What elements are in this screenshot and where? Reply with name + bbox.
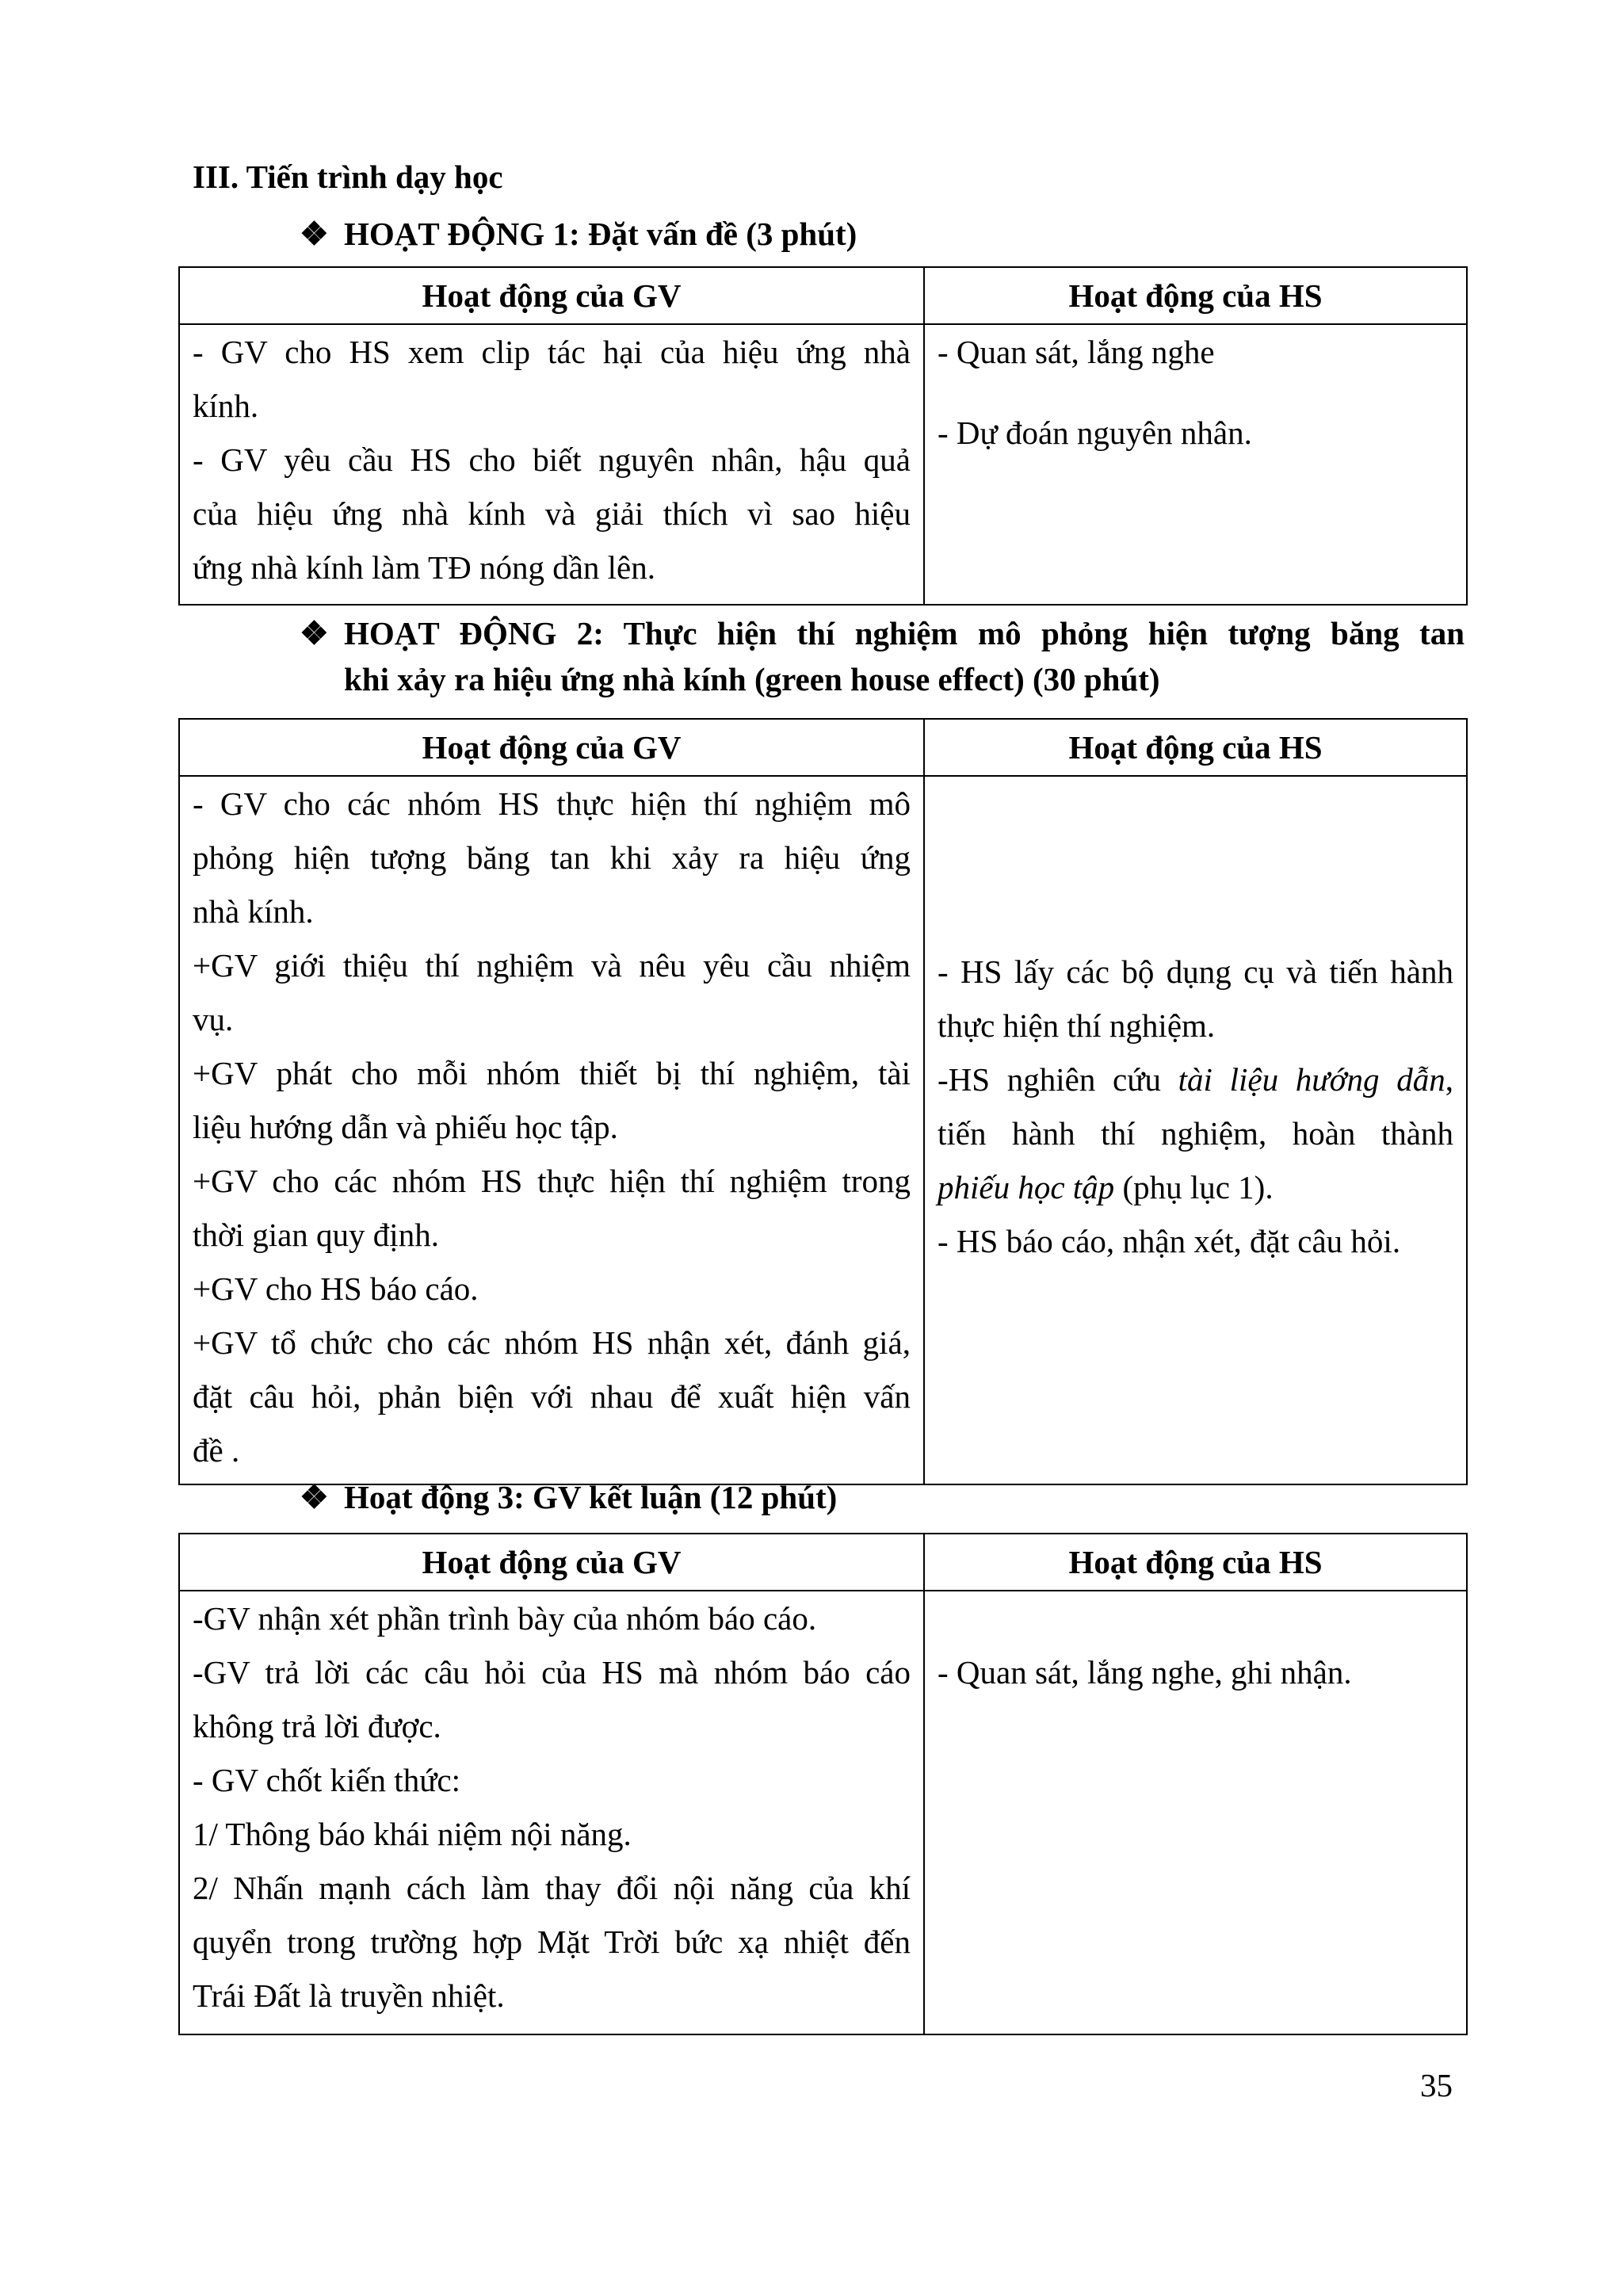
text-line: - GV cho HS xem clip tác hại của hiệu ứng nhà: [193, 334, 911, 370]
activity-2-heading-line-2: khi xảy ra hiệu ứng nhà kính (green house effect) (30 phút): [344, 661, 1160, 697]
text-line: đặt câu hỏi, phản biện với nhau để xuất hiện vấn: [193, 1378, 911, 1415]
text-line: +GV phát cho mỗi nhóm thiết bị thí nghiệm, tài: [193, 1055, 911, 1091]
text-line: 1/ Thông báo khái niệm nội năng.: [193, 1816, 632, 1852]
text-line: -GV nhận xét phần trình bày của nhóm báo cáo.: [193, 1600, 817, 1637]
text-line: - GV cho các nhóm HS thực hiện thí nghiệm mô: [193, 785, 911, 822]
diamond-bullet-icon: ❖: [300, 216, 329, 252]
text-line: thực hiện thí nghiệm.: [938, 1007, 1216, 1044]
column-header-gv: Hoạt động của GV: [179, 1534, 924, 1591]
activity-1-heading-text: HOẠT ĐỘNG 1: Đặt vấn đề (3 phút): [344, 216, 857, 252]
page-number: 35: [1420, 2067, 1453, 2103]
text-line: - GV chốt kiến thức:: [193, 1762, 461, 1798]
table-header-row: [179, 1534, 1467, 1591]
text-line: tiến hành thí nghiệm, hoàn thành: [938, 1115, 1453, 1152]
text-line: - Quan sát, lắng nghe: [938, 334, 1215, 370]
text-line: - Dự đoán nguyên nhân.: [938, 415, 1252, 451]
text-line: kính.: [193, 388, 259, 424]
activity-3-table: [178, 1533, 1468, 2035]
hs-activity-cell: [924, 324, 1467, 605]
table-header-row: [179, 267, 1467, 324]
column-header-gv: Hoạt động của GV: [179, 267, 924, 324]
text-line: vụ.: [193, 1001, 234, 1037]
activity-1-table: [178, 266, 1468, 606]
activity-2-heading: [300, 610, 1465, 702]
italic-term: phiếu học tập: [938, 1169, 1115, 1205]
text-line: - HS báo cáo, nhận xét, đặt câu hỏi.: [938, 1223, 1401, 1259]
text-line: -GV trả lời các câu hỏi của HS mà nhóm báo cáo: [193, 1654, 911, 1690]
diamond-bullet-icon: ❖: [300, 1479, 329, 1515]
text-line: Trái Đất là truyền nhiệt.: [193, 1977, 505, 2014]
table-row: [179, 1591, 1467, 2034]
activity-3-heading: [300, 1474, 1465, 1520]
text-line: +GV tổ chức cho các nhóm HS nhận xét, đánh giá,: [193, 1324, 911, 1361]
text-line: +GV cho HS báo cáo.: [193, 1270, 479, 1307]
text-line: ứng nhà kính làm TĐ nóng dần lên.: [193, 549, 655, 586]
gv-activity-cell: [179, 324, 924, 605]
text-line: +GV cho các nhóm HS thực hiện thí nghiệm trong: [193, 1163, 911, 1199]
italic-term: tài liệu hướng dẫn: [1178, 1061, 1445, 1098]
text-line: 2/ Nhấn mạnh cách làm thay đổi nội năng của khí: [193, 1870, 911, 1906]
activity-2-heading-line-1: HOẠT ĐỘNG 2: Thực hiện thí nghiệm mô phỏng hiện tượng băng tan: [344, 615, 1465, 651]
text-line: quyển trong trường hợp Mặt Trời bức xạ nhiệt đến: [193, 1924, 911, 1960]
text-line: - Quan sát, lắng nghe, ghi nhận.: [938, 1654, 1352, 1690]
text-line: - GV yêu cầu HS cho biết nguyên nhân, hậu quả: [193, 441, 911, 478]
column-header-hs: Hoạt động của HS: [924, 1534, 1467, 1591]
text-line: liệu hướng dẫn và phiếu học tập.: [193, 1109, 618, 1145]
text-line: thời gian quy định.: [193, 1217, 439, 1253]
text-line: phỏng hiện tượng băng tan khi xảy ra hiệu ứng: [193, 839, 911, 876]
section-title: III. Tiến trình dạy học: [193, 159, 503, 195]
text-line: - HS lấy các bộ dụng cụ và tiến hành: [938, 953, 1453, 990]
column-header-hs: Hoạt động của HS: [924, 719, 1467, 776]
activity-2-table: [178, 718, 1468, 1485]
text-line: +GV giới thiệu thí nghiệm và nêu yêu cầu nhiệm: [193, 947, 911, 984]
gv-activity-cell: [179, 1591, 924, 2034]
text-line: -HS nghiên cứu tài liệu hướng dẫn,: [938, 1061, 1453, 1098]
hs-activity-cell: [924, 1591, 1467, 2034]
activity-3-heading-text: Hoạt động 3: GV kết luận (12 phút): [344, 1479, 838, 1515]
gv-activity-cell: [179, 776, 924, 1484]
text-line: đề .: [193, 1432, 240, 1469]
text-line: nhà kính.: [193, 893, 314, 930]
diamond-bullet-icon: ❖: [300, 615, 329, 651]
text-line: phiếu học tập (phụ lục 1).: [938, 1169, 1274, 1205]
text-line: không trả lời được.: [193, 1708, 441, 1744]
table-header-row: [179, 719, 1467, 776]
table-row: [179, 776, 1467, 1484]
table-row: [179, 324, 1467, 605]
column-header-gv: Hoạt động của GV: [179, 719, 924, 776]
column-header-hs: Hoạt động của HS: [924, 267, 1467, 324]
hs-activity-cell: [924, 776, 1467, 1484]
text-line: của hiệu ứng nhà kính và giải thích vì sao hiệu: [193, 495, 911, 532]
activity-1-heading: [300, 211, 1465, 257]
